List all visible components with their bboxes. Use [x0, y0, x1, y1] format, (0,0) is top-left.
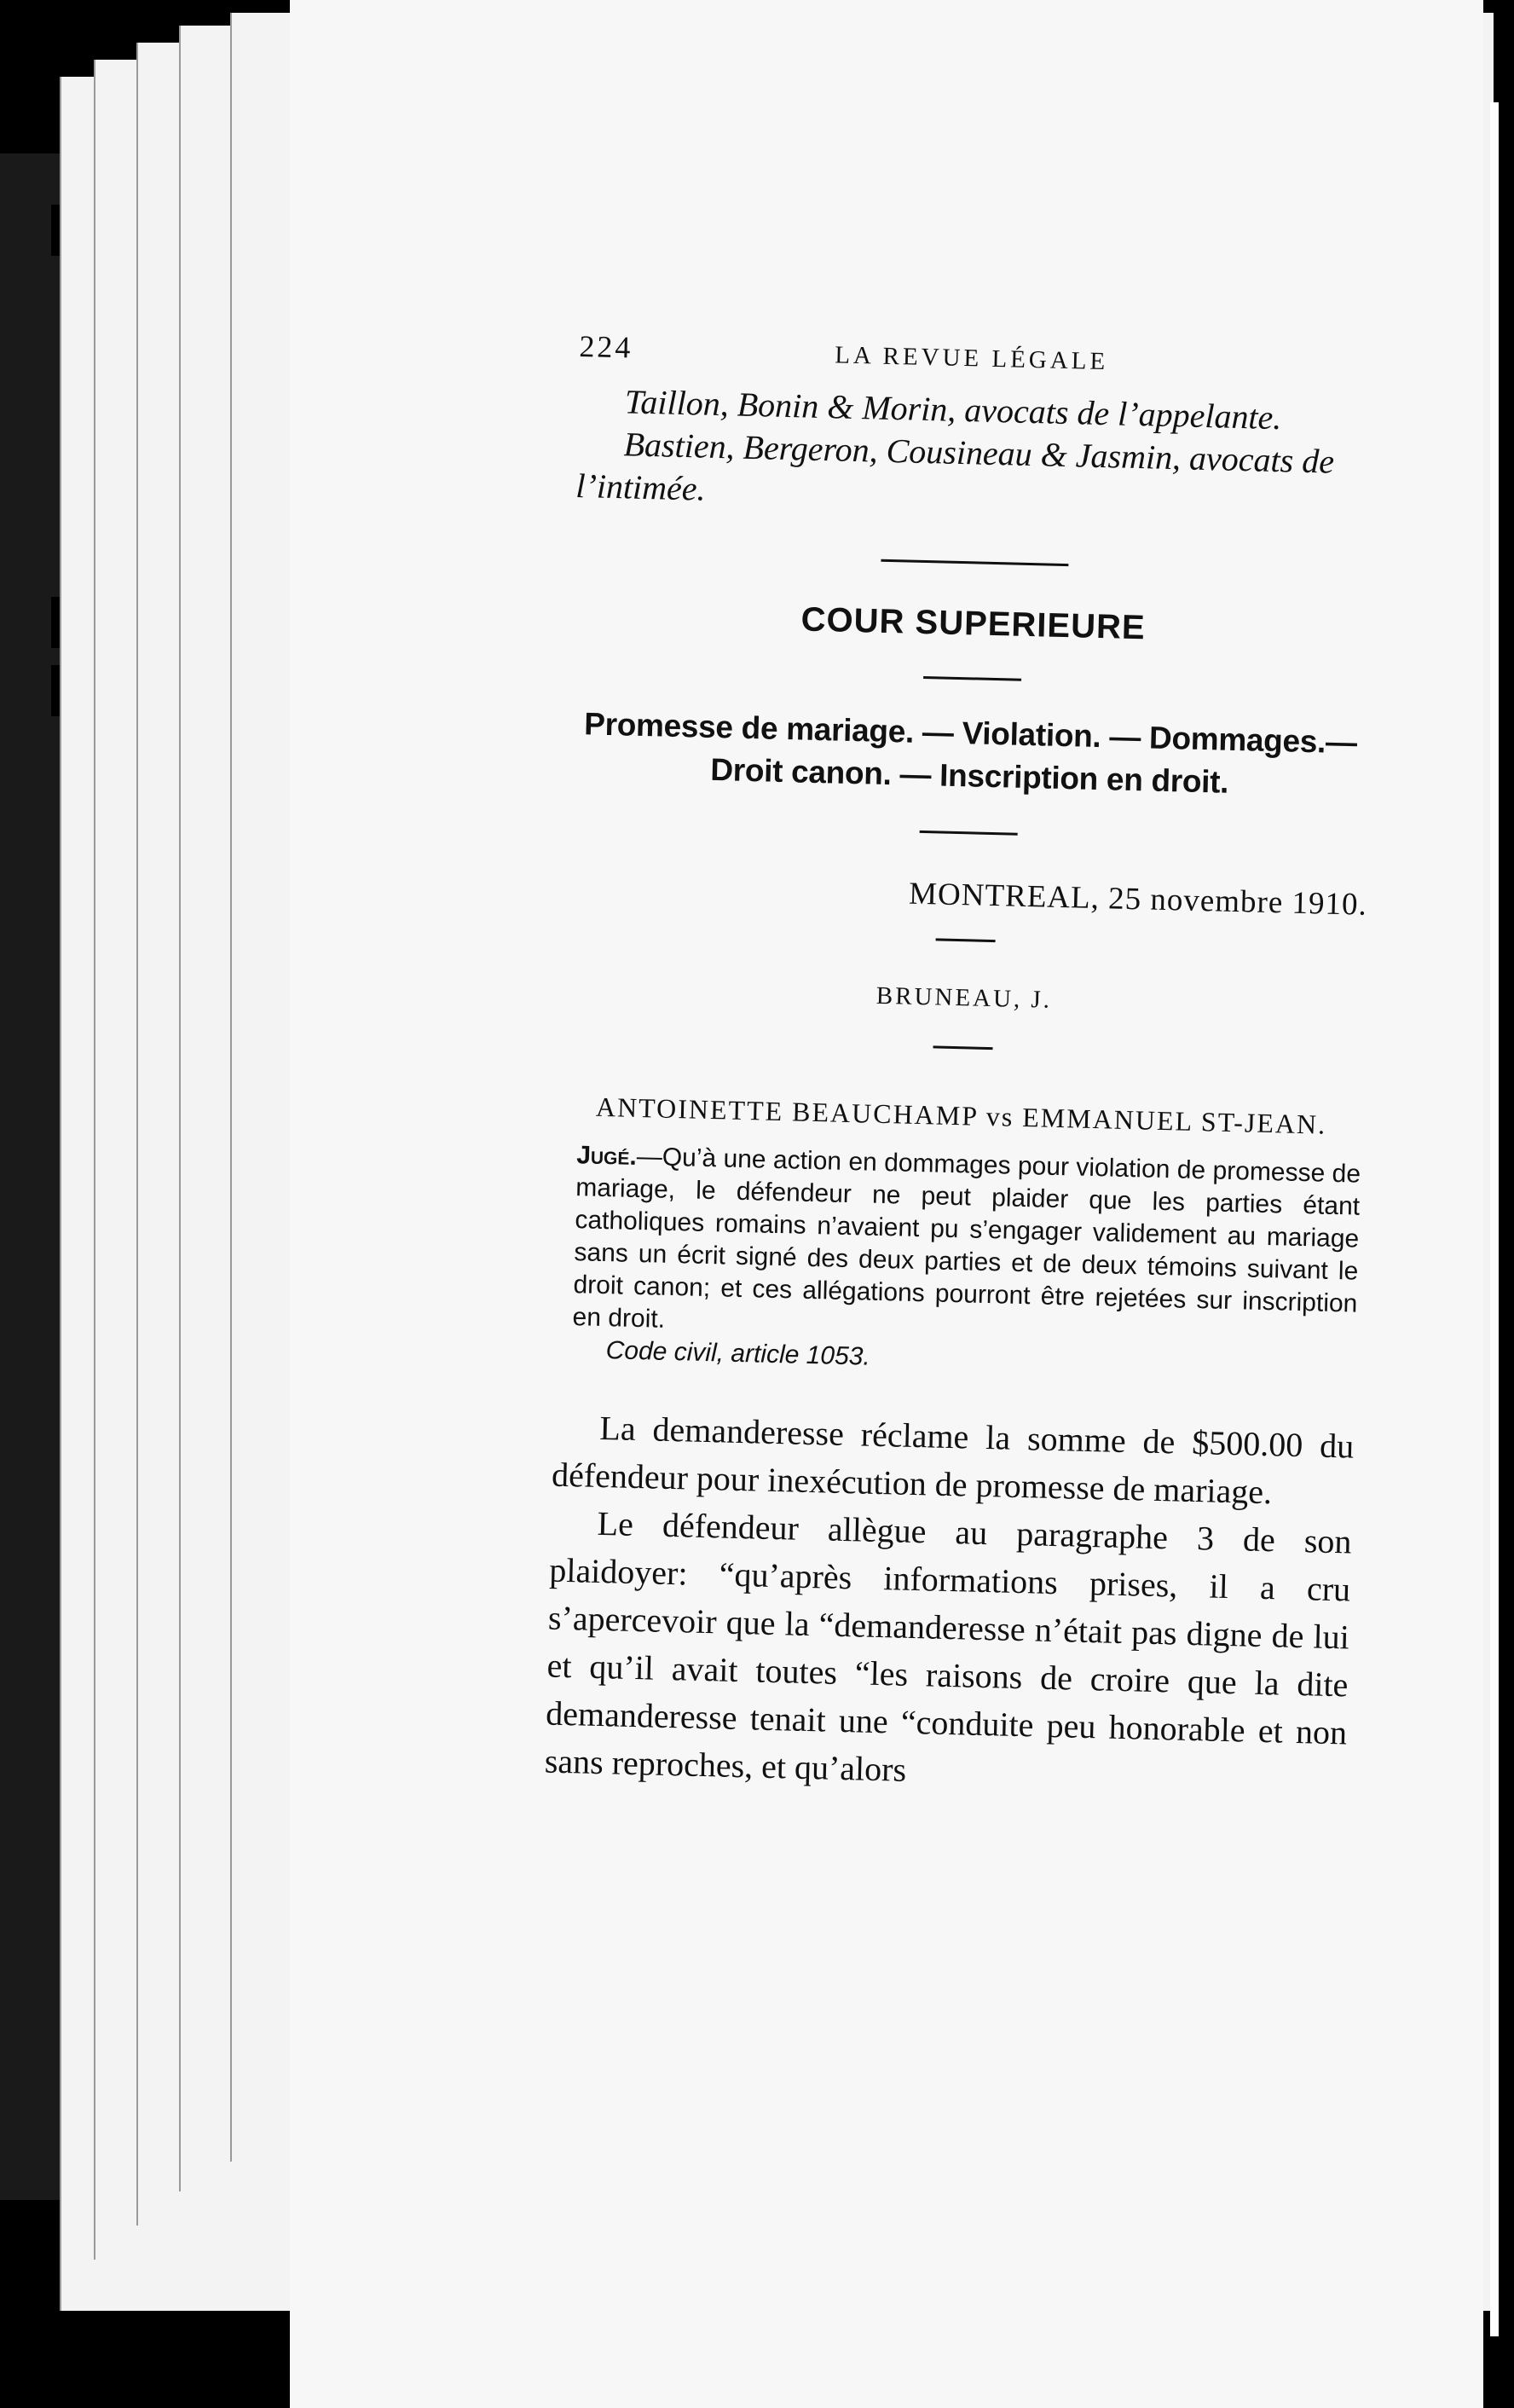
judgment-body	[544, 1404, 1355, 1805]
counsel-appellant: Taillon, Bonin & Morin, avocats de l’appelante.	[624, 382, 1282, 437]
divider-rule	[881, 559, 1068, 566]
holding-lead: Jugé.	[575, 1141, 638, 1171]
case-subject: Promesse de mariage. — Violation. — Dommages.—Droit canon. — Inscription en droit.	[583, 706, 1358, 800]
body-paragraph: Le défendeur allègue au paragraphe 3 de son plaidoyer: “qu’après informations prises, il a cru s’apercevoir que la “demanderesse n’était pas digne de lui et qu’il avait toutes “les raisons de croire que la dite demanderesse tenait une “conduite peu honorable et non sans reproches, et qu’alors	[544, 1503, 1353, 1789]
divider-rule	[936, 938, 996, 942]
counsel-block	[575, 379, 1379, 527]
page-right-border	[1490, 102, 1499, 2336]
dateline: MONTREAL, 25 novembre 1910.	[908, 876, 1368, 923]
holding-text: —Qu’à une action en dommages pour violation de promesse de mariage, le défendeur ne peut plaider que les parties étant catholiques romains n’avaient pu s’engager validement au mariage sans un écrit signé des deux parties et de deux témoins suivant le droit canon; et ces allégations pourront être rejetées sur inscription en droit.	[572, 1142, 1361, 1334]
holding-summary	[554, 1139, 1361, 1386]
journal-title: LA REVUE LÉGALE	[834, 341, 1109, 376]
divider-rule	[933, 1045, 992, 1050]
page-content	[544, 328, 1380, 1804]
judge-name: BRUNEAU, J.	[875, 981, 1053, 1014]
case-parties: ANTOINETTE BEAUCHAMP vs EMMANUEL ST-JEAN.	[595, 1091, 1327, 1140]
counsel-respondent: Bastien, Bergeron, Cousineau & Jasmin, avocats de l’intimée.	[575, 425, 1335, 508]
court-heading: COUR SUPERIEURE	[800, 600, 1147, 647]
body-paragraph: La demanderesse réclame la somme de $500.00 du défendeur pour inexécution de promesse de mariage.	[551, 1408, 1355, 1512]
page-number: 224	[578, 328, 633, 365]
divider-rule	[919, 831, 1017, 836]
divider-rule	[923, 676, 1021, 681]
holding-citation: Code civil, article 1053.	[605, 1336, 871, 1371]
